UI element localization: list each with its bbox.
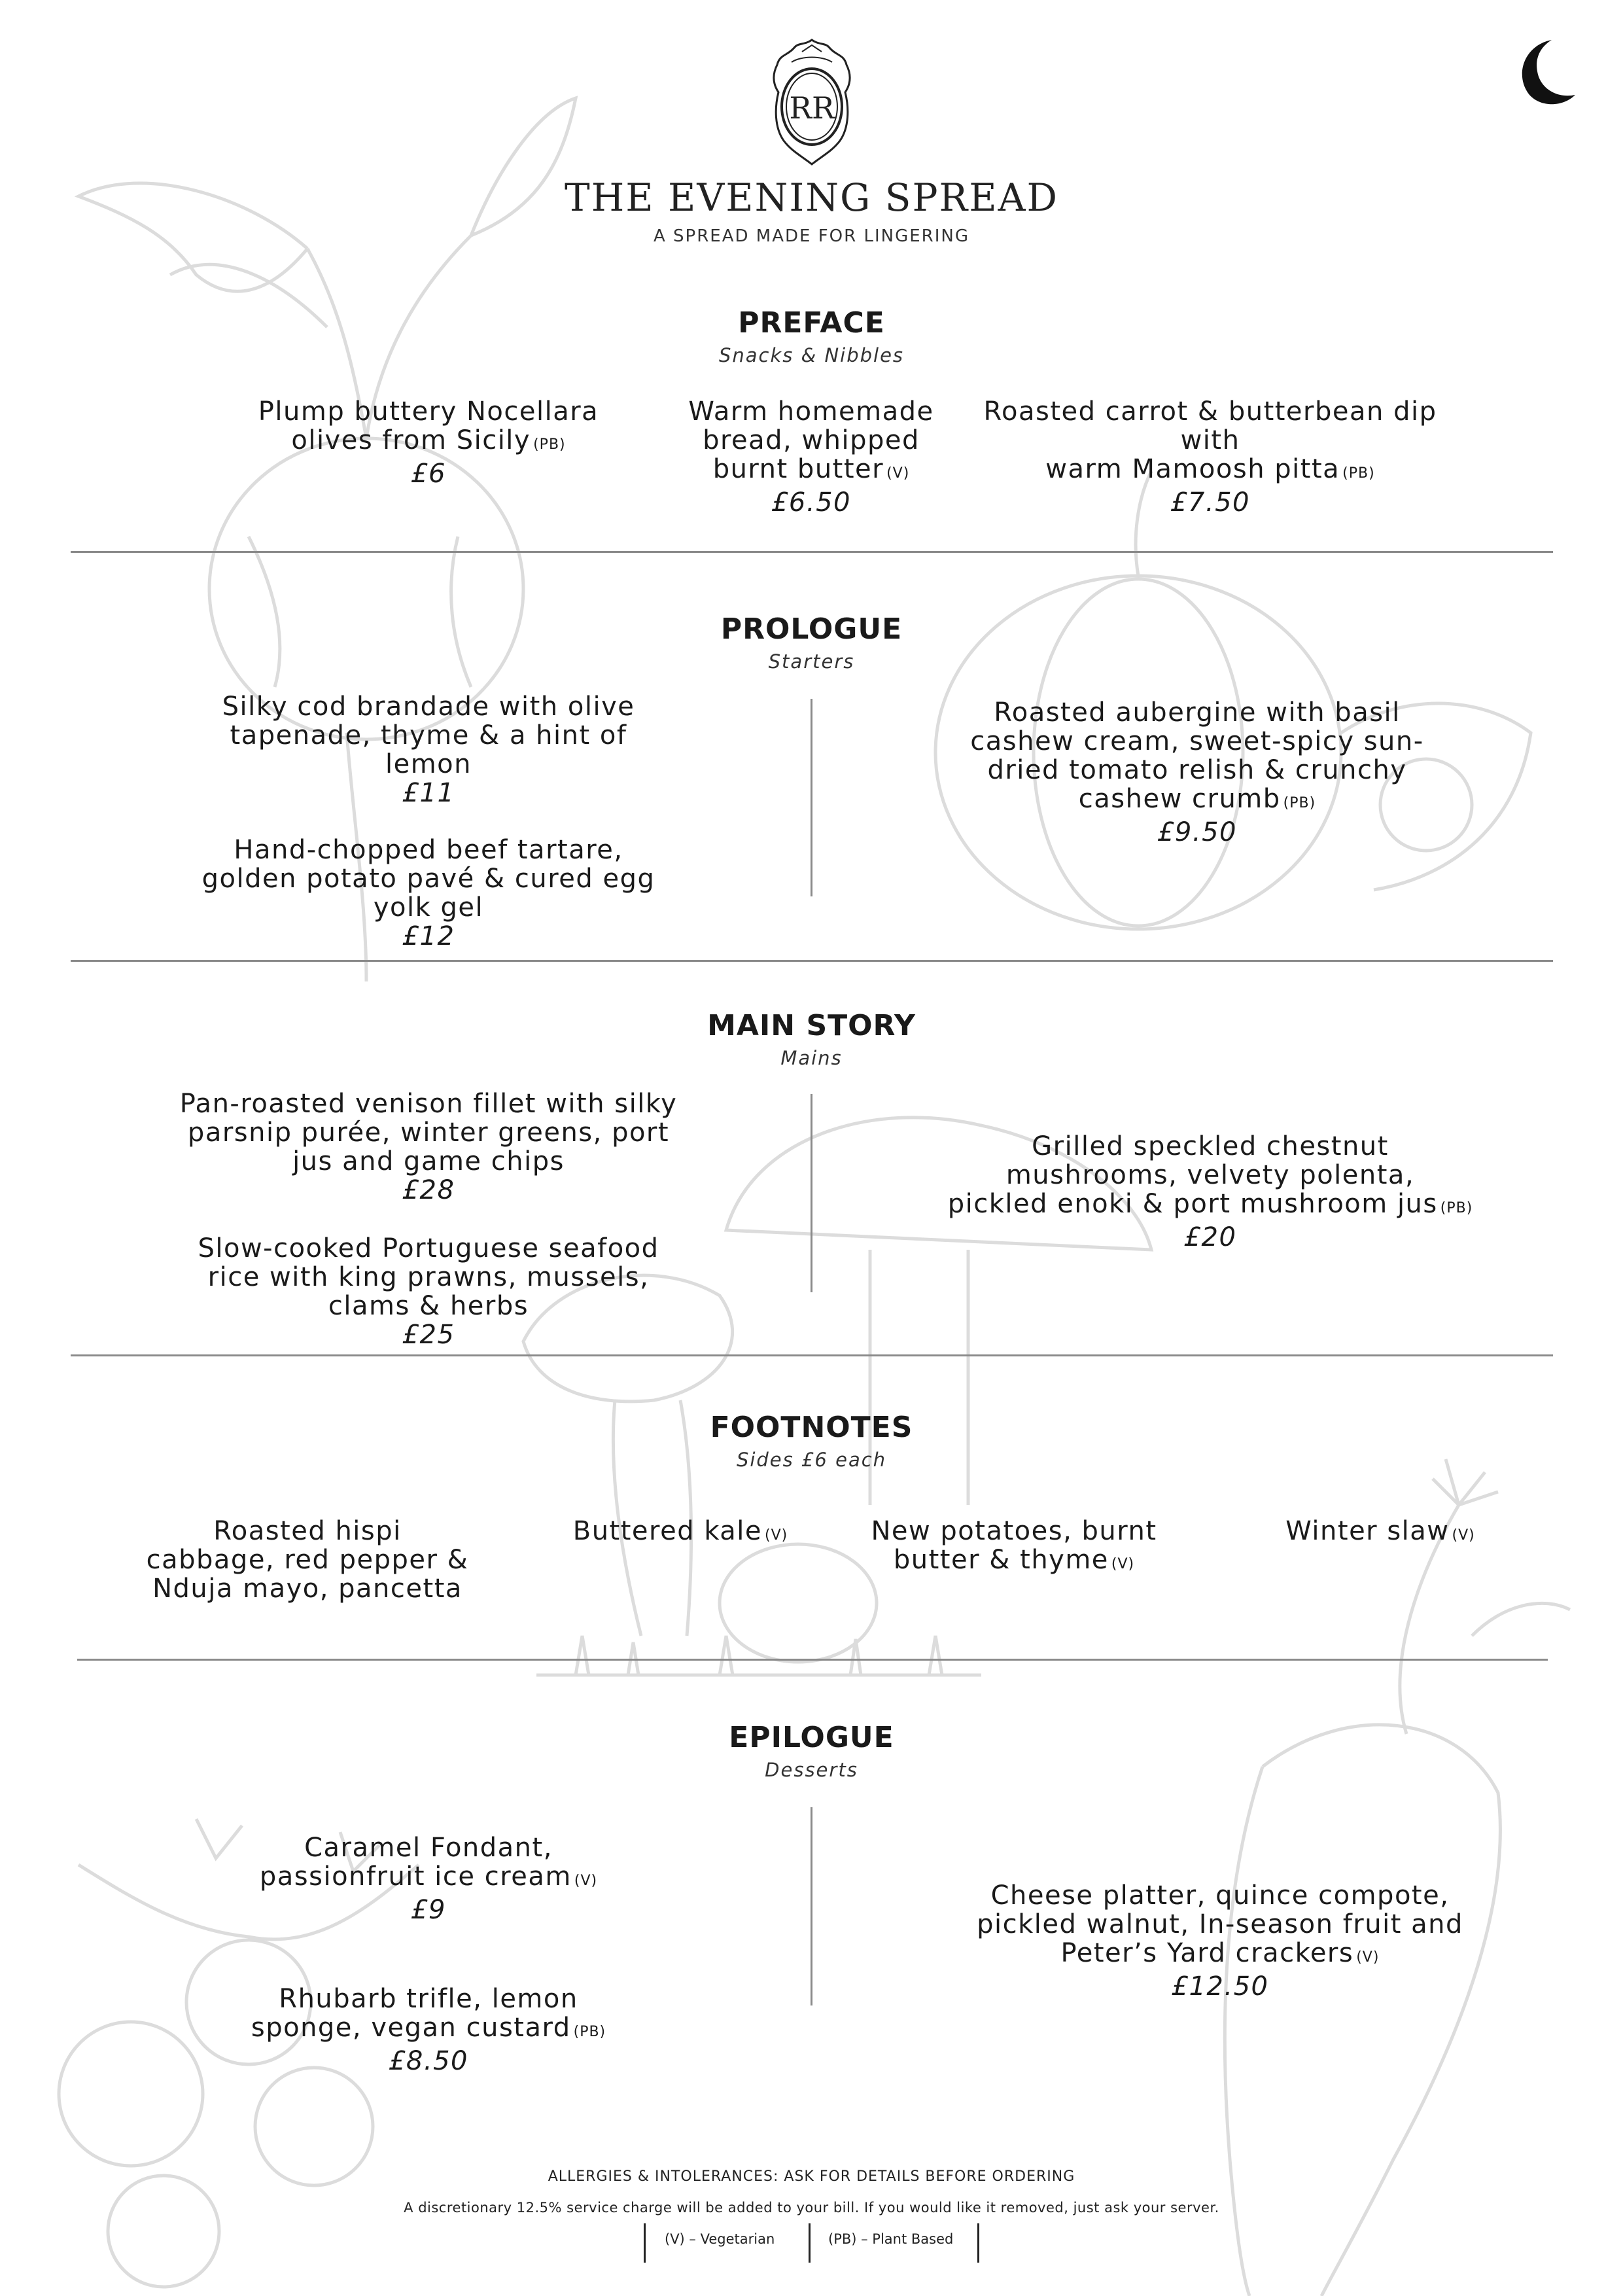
item-price: £6 <box>411 459 446 489</box>
menu-item-bread: Warm homemade bread, whipped burnt butter (V) £6.50 <box>680 397 942 517</box>
dietary-tag: (PB) <box>573 2024 606 2040</box>
section-subtitle-preface: Snacks & Nibbles <box>718 344 905 366</box>
menu-item-caramel-fondant: Caramel Fondant, passionfruit ice cream (V) £9 <box>242 1833 615 1924</box>
menu-item-venison: Pan-roasted venison fillet with silky parsnip purée, winter greens, port jus and game chips £28 <box>164 1089 693 1205</box>
menu-item-seafood-rice: Slow-cooked Portuguese seafood rice with king prawns, mussels, clams & herbs £25 <box>177 1234 680 1349</box>
section-subtitle-epilogue: Desserts <box>765 1759 858 1781</box>
menu-item-winter-slaw: Winter slaw (V) <box>1285 1516 1475 1546</box>
key-divider <box>644 2223 646 2263</box>
dietary-tag: (PB) <box>1342 465 1375 482</box>
dietary-tag: (PB) <box>1440 1200 1473 1216</box>
section-divider <box>71 1354 1553 1356</box>
menu-item-aubergine: Roasted aubergine with basil cashew cream, sweet-spicy sun- dried tomato relish & crunchy cashew crumb (PB) £9.50 <box>968 698 1426 847</box>
menu-item-carrot-dip: Roasted carrot & butterbean dip with warm Mamoosh pitta (PB) £7.50 <box>968 397 1452 517</box>
item-price: £25 <box>402 1320 455 1350</box>
item-price: £12.50 <box>1171 1971 1269 2002</box>
section-divider <box>77 1659 1548 1661</box>
restaurant-name: THE EVENING SPREAD <box>565 175 1058 220</box>
dietary-tag: (V) <box>1111 1556 1135 1572</box>
item-price: £9 <box>411 1895 446 1925</box>
section-subtitle-footnotes: Sides £6 each <box>736 1449 887 1471</box>
column-divider <box>811 699 812 896</box>
menu-item-rhubarb-trifle: Rhubarb trifle, lemon sponge, vegan custard (PB) £8.50 <box>242 1985 615 2075</box>
item-price: £6.50 <box>771 487 851 518</box>
key-vegetarian: (V) – Vegetarian <box>665 2231 775 2247</box>
dietary-tag: (V) <box>1452 1527 1475 1544</box>
column-divider <box>811 1094 812 1292</box>
item-price: £8.50 <box>388 2046 468 2076</box>
section-divider <box>71 960 1553 962</box>
section-title-preface: PREFACE <box>738 306 885 340</box>
item-price: £20 <box>1183 1222 1237 1252</box>
dietary-tag: (V) <box>765 1527 788 1544</box>
item-price: £28 <box>402 1175 455 1205</box>
menu-item-olives: Plump buttery Nocellara olives from Sicily (PB) £6 <box>245 397 612 488</box>
section-divider <box>71 551 1553 553</box>
dietary-tag: (PB) <box>1283 795 1316 811</box>
key-divider <box>809 2223 811 2263</box>
item-price: £9.50 <box>1157 817 1237 847</box>
key-plant-based: (PB) – Plant Based <box>828 2231 954 2247</box>
dietary-tag: (PB) <box>533 436 566 453</box>
restaurant-tagline: A SPREAD MADE FOR LINGERING <box>654 226 969 246</box>
dietary-tag: (V) <box>574 1873 598 1889</box>
item-price: £12 <box>402 921 455 951</box>
key-divider <box>977 2223 979 2263</box>
crest-logo <box>765 36 858 167</box>
crescent-moon-icon <box>1511 36 1577 108</box>
section-subtitle-main-story: Mains <box>780 1047 843 1069</box>
dietary-tag: (V) <box>886 465 910 482</box>
menu-item-beef-tartare: Hand-chopped beef tartare, golden potato pavé & cured egg yolk gel £12 <box>196 836 661 951</box>
item-price: £7.50 <box>1170 487 1250 518</box>
logo-monogram: RR <box>789 90 835 126</box>
section-subtitle-prologue: Starters <box>768 650 855 673</box>
menu-item-chestnut-mushrooms: Grilled speckled chestnut mushrooms, velvety polenta, pickled enoki & port mushroom jus (PB) £20 <box>942 1132 1478 1252</box>
allergy-notice: ALLERGIES & INTOLERANCES: ASK FOR DETAILS BEFORE ORDERING <box>548 2168 1075 2185</box>
section-title-main-story: MAIN STORY <box>707 1009 916 1042</box>
menu-item-new-potatoes: New potatoes, burnt butter & thyme (V) <box>871 1516 1157 1575</box>
dietary-tag: (V) <box>1356 1949 1380 1966</box>
section-title-prologue: PROLOGUE <box>720 612 903 646</box>
menu-item-cheese-platter: Cheese platter, quince compote, pickled walnut, In-season fruit and Peter’s Yard crackers (V) £12.50 <box>968 1881 1472 2001</box>
service-charge-note: A discretionary 12.5% service charge will be added to your bill. If you would like it removed, just ask your server. <box>404 2200 1219 2216</box>
menu-item-cod-brandade: Silky cod brandade with olive tapenade, thyme & a hint of lemon £11 <box>196 692 661 807</box>
section-title-epilogue: EPILOGUE <box>729 1721 894 1754</box>
column-divider <box>811 1807 812 2005</box>
item-price: £11 <box>402 778 455 808</box>
menu-item-hispi-cabbage: Roasted hispi cabbage, red pepper & Nduja mayo, pancetta <box>146 1516 469 1604</box>
menu-item-buttered-kale: Buttered kale (V) <box>572 1516 788 1546</box>
section-title-footnotes: FOOTNOTES <box>710 1411 913 1444</box>
